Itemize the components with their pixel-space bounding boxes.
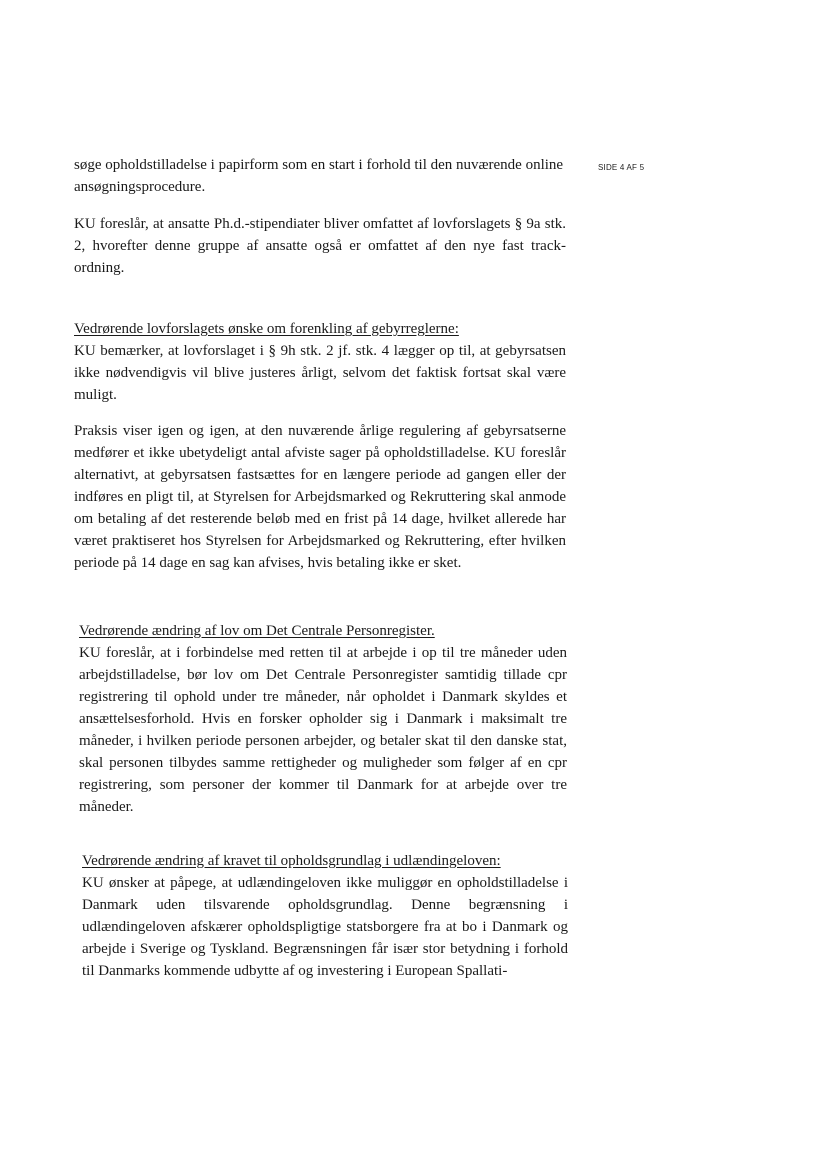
section-body-gebyr: KU bemærker, at lovforslaget i § 9h stk. 2 jf. stk. 4 lægger op til, at gebyrsatsen ikke nødvendigvis vil blive justeres årligt, selvom det faktisk fortsat skal være muligt. [74,343,566,403]
section-gebyr [74,318,566,406]
section-heading-gebyr: Vedrørende lovforslagets ønske om forenkling af gebyrreglerne: [74,321,459,337]
section-body-udl: KU ønsker at påpege, at udlændingeloven ikke muliggør en opholdstilladelse i Danmark uden tilsvarende opholdsgrundlag. Denne begrænsning i udlændingeloven afskærer opholdspligtige statsborgere fra at bo i Danmark og arbejde i Sverige og Tyskland. Begrænsningen får især stor betydning i forhold til Danmarks kommende udbytte af og investering i European Spallati- [82,875,568,979]
section-heading-cpr: Vedrørende ændring af lov om Det Centrale Personregister. [79,623,435,639]
paragraph-intro: søge opholdstilladelse i papirform som en start i forhold til den nuværende online ansøgningsprocedure. [74,157,564,195]
page-number-label: SIDE 4 AF 5 [598,163,645,172]
section-cpr [79,620,567,818]
section-heading-udl: Vedrørende ændring af kravet til opholdsgrundlag i udlændingeloven: [82,853,501,869]
paragraph-ku-proposal: KU foreslår, at ansatte Ph.d.-stipendiater bliver omfattet af lovforslagets § 9a stk. 2, hvorefter denne gruppe af ansatte også er omfattet af den nye fast track-ordning. [74,216,566,276]
section-body-cpr: KU foreslår, at i forbindelse med retten til at arbejde i op til tre måneder uden arbejdstilladelse, bør lov om Det Centrale Personregister samtidig tillade cpr registrering til ophold under tre måneder, når opholdet i Danmark skyldes et ansættelsesforhold. Hvis en forsker opholder sig i Danmark i maksimalt tre måneder, i hvilken periode personen arbejder, og betaler skat til den danske stat, skal personen tilbydes samme rettigheder og muligheder som følger af en cpr registrering, som personer der kommer til Danmark for at arbejde over tre måneder. [79,645,567,815]
section-udl [82,850,568,982]
paragraph-praksis: Praksis viser igen og igen, at den nuværende årlige regulering af gebyrsatserne medfører et ikke ubetydeligt antal afviste sager på opholdstilladelse. KU foreslår alternativt, at gebyrsatsen fastsættes for en længere periode ad gangen eller der indføres en pligt til, at Styrelsen for Arbejdsmarked og Rekruttering skal anmode om betaling af det resterende beløb med en frist på 14 dage, hvilket allerede har været praktiseret hos Styrelsen for Arbejdsmarked og Rekruttering, efter hvilken periode på 14 dage en sag kan afvises, hvis betaling ikke er sket. [74,423,566,571]
